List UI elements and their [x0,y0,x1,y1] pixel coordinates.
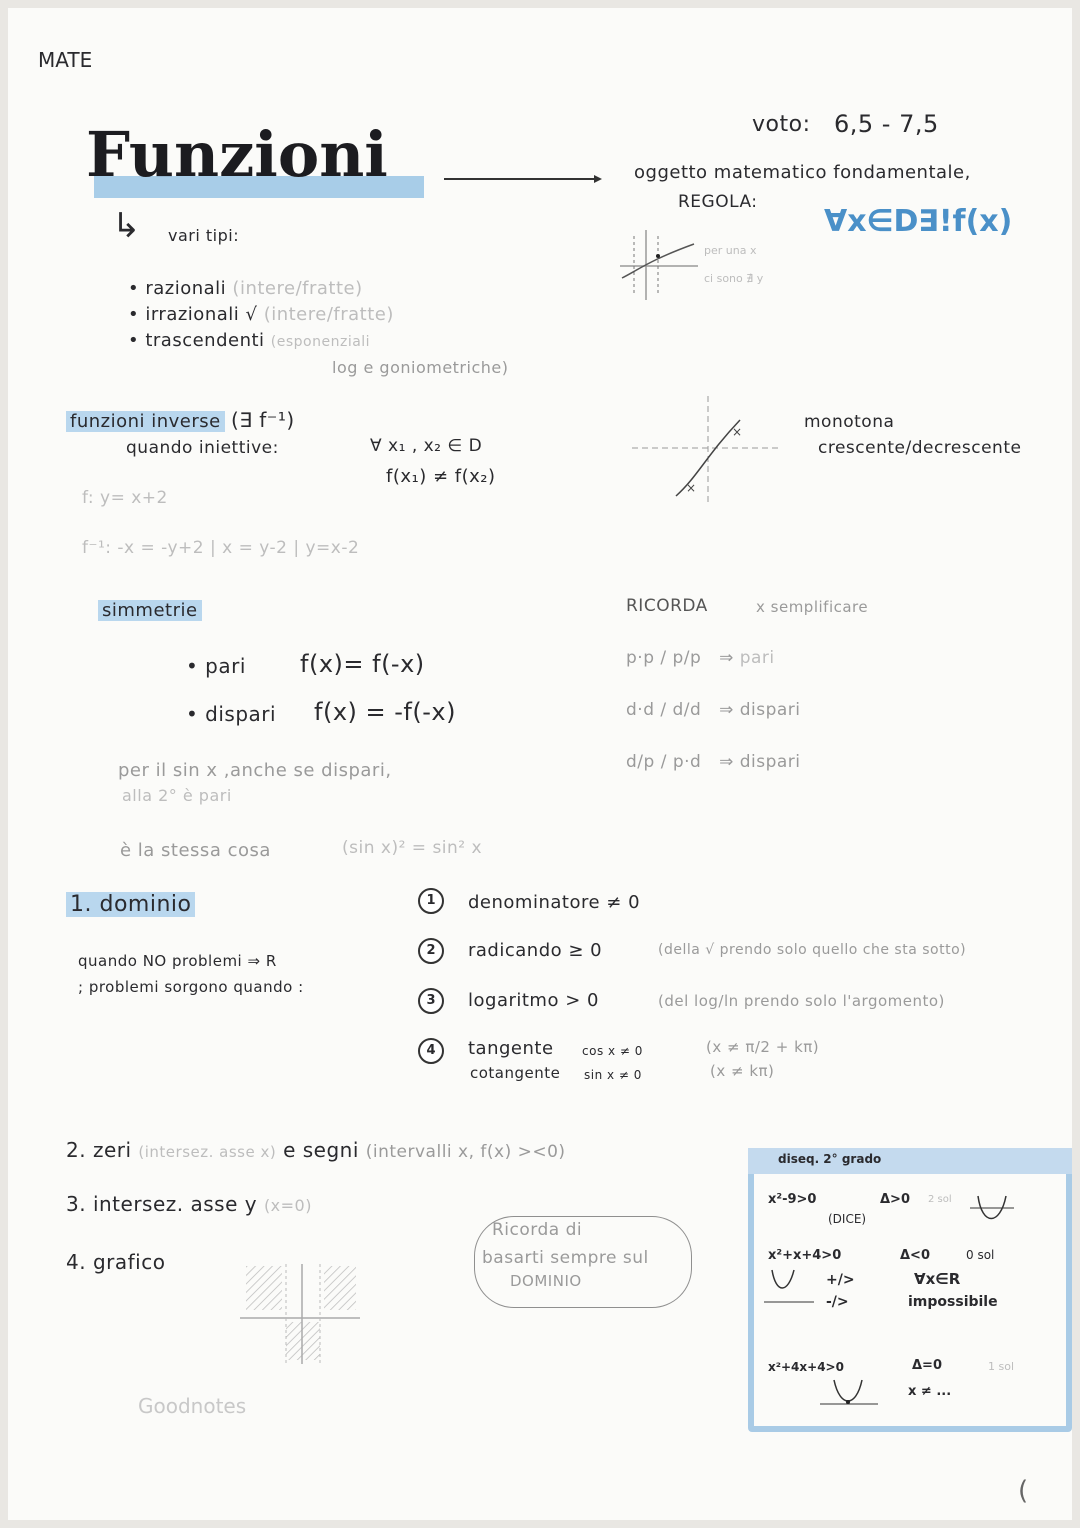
cotangente-note: (x ≠ kπ) [710,1062,775,1080]
symmetry-note-1: per il sin x ,anche se dispari, [118,760,392,781]
dominio-item-note: (del log/ln prendo solo l'argomento) [658,992,945,1010]
box-title: diseq. 2° grado [778,1152,882,1166]
dominio-item: logaritmo > 0 [468,990,599,1011]
parabola-no-roots-icon [764,1268,814,1306]
crescente-label: crescente/decrescente [818,438,1022,458]
cloud-line-3: DOMINIO [510,1272,582,1290]
box-r1b: Δ>0 [880,1192,910,1207]
dominio-number-1: 1 [418,888,444,914]
voto-value: 6,5 - 7,5 [834,110,939,138]
types-item: • trascendenti (esponenziali [128,330,371,351]
dominio-item-note: (della √ prendo solo quello che sta sotto) [658,942,967,958]
box-r1c: 2 sol [928,1194,952,1205]
regola-formula: ∀x∈D∃!f(x) [824,204,1013,239]
list-arrow-icon: ↳ [112,206,141,246]
monotone-function-graph-icon [632,396,782,506]
symmetry-dispari: • dispari [186,702,277,726]
types-item: • razionali (intere/fratte) [128,278,363,299]
box-r2b: Δ<0 [900,1248,930,1263]
ricorda-sub: x semplificare [756,598,869,616]
svg-text:×: × [686,481,697,495]
symmetry-pari-formula: f(x)= f(-x) [300,650,425,678]
symmetry-dispari-formula: f(x) = -f(-x) [314,698,456,726]
step-3: 3. intersez. asse y (x=0) [66,1192,312,1216]
page-edge-mark: ( [1018,1476,1029,1506]
inverse-forall: ∀ x₁ , x₂ ∈ D [370,436,483,456]
ricorda-row: p·p / p/p ⇒ pari [626,648,775,668]
cotangente-label: cotangente [470,1064,561,1082]
cloud-line-1: Ricorda di [492,1220,583,1240]
inverse-example-1: f: y= x+2 [82,488,168,508]
symmetry-heading: simmetrie [98,600,202,621]
definition-note-1: per una x [704,244,757,257]
tangente-cond: cos x ≠ 0 [582,1044,643,1058]
page-title: Funzioni [86,118,388,191]
dominio-number-3: 3 [418,988,444,1014]
definition-note-2: ci sono ∄ y [704,272,764,285]
box-r2e: ∀x∈R [914,1270,961,1288]
ricorda-row: d/p / p·d ⇒ dispari [626,752,801,772]
box-r3c: 1 sol [988,1360,1015,1373]
types-item: • irrazionali √ (intere/fratte) [128,304,394,325]
tangente-label: tangente [468,1038,554,1059]
symmetry-note-3: è la stessa cosa [120,840,271,861]
watermark: Goodnotes [138,1394,247,1418]
step-4: 4. grafico [66,1250,166,1274]
box-r3d: x ≠ ... [908,1384,952,1399]
dominio-line-1: quando NO problemi ⇒ R [78,952,277,970]
types-extra: log e goniometriche) [332,358,509,377]
tangente-note: (x ≠ π/2 + kπ) [706,1038,820,1056]
box-r1a: x²-9>0 [768,1192,817,1207]
types-heading: vari tipi: [168,226,240,245]
box-r2a: x²+x+4>0 [768,1248,842,1263]
dominio-number-2: 2 [418,938,444,964]
symmetry-note-3-formula: (sin x)² = sin² x [342,838,483,858]
dominio-heading: 1. dominio [66,892,195,917]
arrow-icon [444,172,604,186]
symmetry-pari: • pari [186,654,246,678]
voto-label: voto: [752,112,811,137]
box-r2c: 0 sol [966,1248,995,1262]
box-r3a: x²+4x+4>0 [768,1360,844,1374]
box-r2f: -/> [826,1294,849,1310]
cloud-line-2: basarti sempre sul [482,1248,649,1268]
cotangente-cond: sin x ≠ 0 [584,1068,642,1082]
definition-line: oggetto matematico fondamentale, [634,162,971,183]
inverse-neq: f(x₁) ≠ f(x₂) [386,466,496,487]
monotona-label: monotona [804,412,895,432]
box-r1d: (DICE) [828,1212,867,1226]
parabola-tangent-icon [820,1378,878,1412]
inverse-heading: funzioni inverse (∃ f⁻¹) [66,408,295,432]
dominio-item: denominatore ≠ 0 [468,892,641,913]
inverse-condition: quando iniettive: [126,438,279,458]
ricorda-row: d·d / d/d ⇒ dispari [626,700,801,720]
dominio-item: radicando ≥ 0 [468,940,603,961]
notebook-page [8,8,1072,1520]
regola-label: REGOLA: [678,192,758,212]
parabola-up-icon [970,1192,1014,1232]
subject-label: MATE [38,48,93,72]
box-r3b: Δ=0 [912,1358,942,1373]
vertical-line-test-graph-icon [620,230,700,300]
symmetry-note-2: alla 2° è pari [122,786,232,805]
ricorda-heading: RICORDA [626,596,708,616]
dominio-line-2: ; problemi sorgono quando : [78,978,304,996]
box-r2d: +/> [826,1272,855,1288]
inverse-example-2: f⁻¹: -x = -y+2 | x = y-2 | y=x-2 [82,538,360,558]
domain-graph-sketch-icon [240,1264,360,1364]
step-2: 2. zeri (intersez. asse x) e segni (intervalli x, f(x) ><0) [66,1138,566,1162]
dominio-number-4: 4 [418,1038,444,1064]
box-r2g: impossibile [908,1294,998,1310]
svg-text:×: × [732,425,743,439]
